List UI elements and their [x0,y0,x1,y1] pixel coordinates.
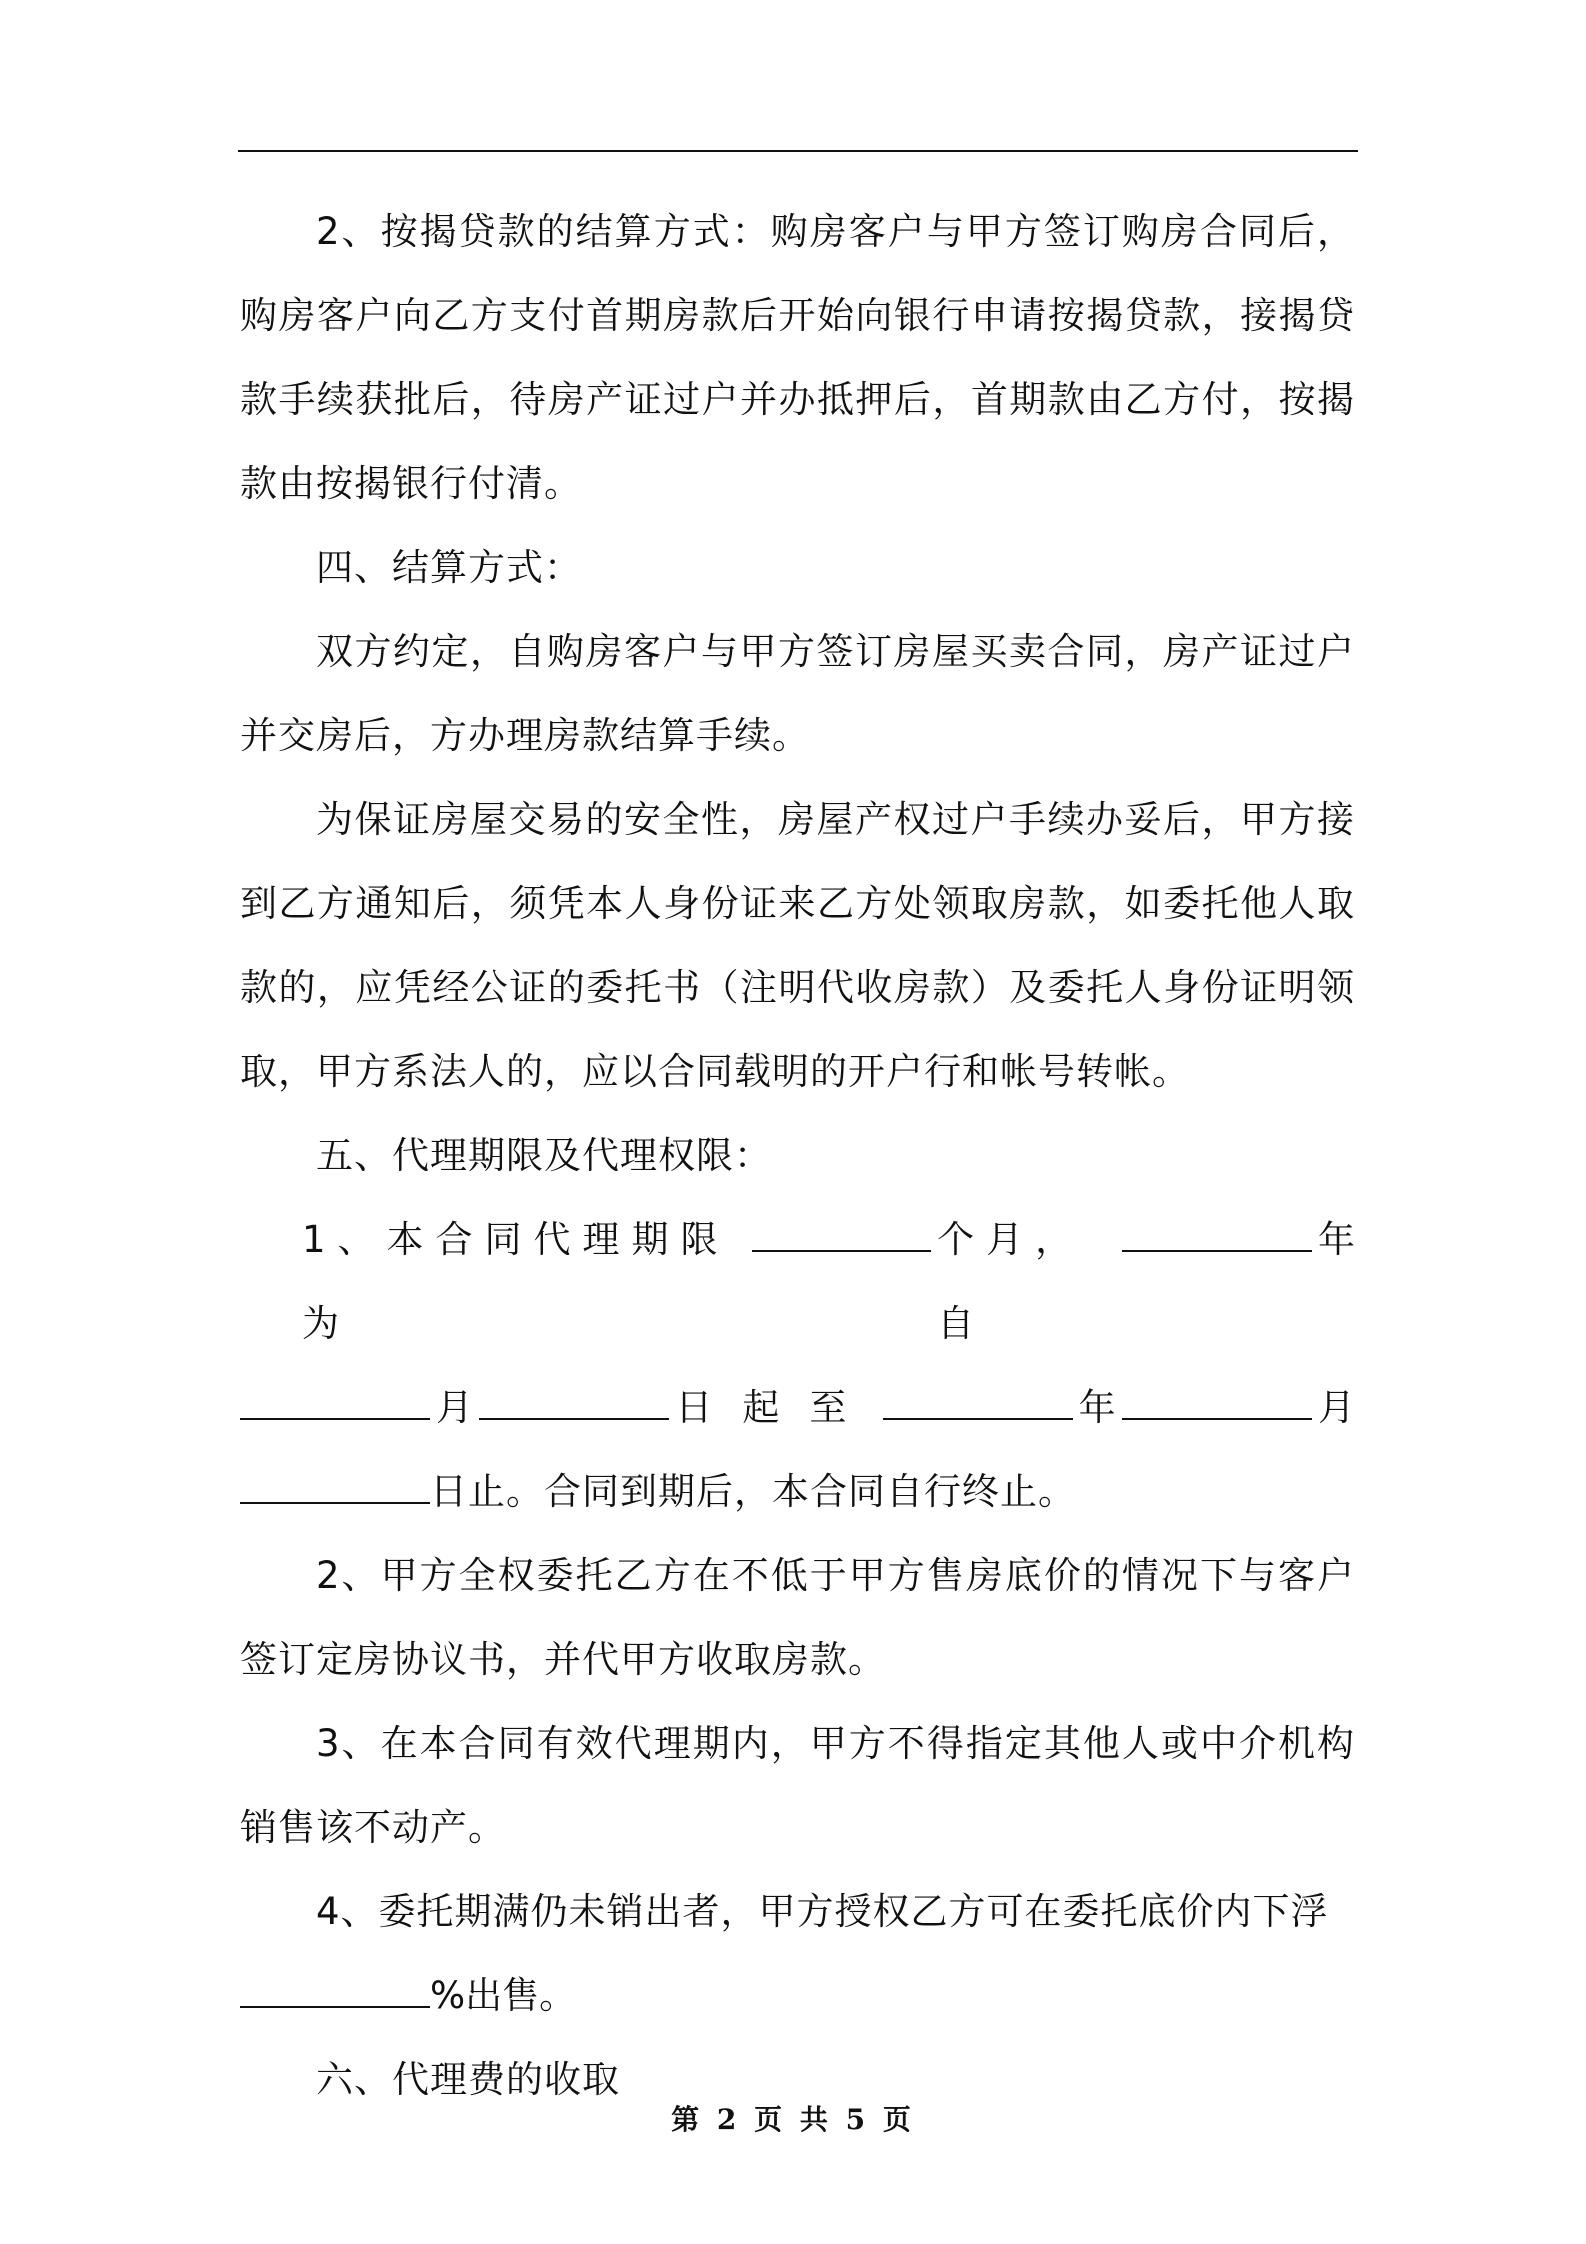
price-reduction-suffix: %出售。 [430,1974,577,2017]
blank-field-percent [240,1976,430,2008]
term-month2-label: 月 [1317,1386,1355,1429]
term-day-end-label: 日止。合同到期后，本合同自行终止。 [430,1470,1076,1513]
term-year-label: 年 [1318,1218,1355,1261]
blank-field-start-month [240,1388,430,1420]
term-start-month-group [240,1366,473,1450]
paragraph-transaction-safety: 为保证房屋交易的安全性，房屋产权过户手续办妥后，甲方接到乙方通知后，须凭本人身份证来乙方处领取房款，如委托他人取款的，应凭经公证的委托书（注明代收房款）及委托人身份证明领取，甲方系法人的，应以合同载明的开户行和帐号转帐。 [240,798,1355,1093]
term-months-label: 个月，自 [937,1218,1085,1345]
term-prefix: 1、本合同代理期限为 [302,1218,730,1345]
blank-field-end-day [240,1472,430,1504]
section-heading-agency-term: 五、代理期限及代理权限： [316,1134,772,1177]
agency-term-line-3 [240,1450,1355,1534]
section-heading-agency-fee: 六、代理费的收取 [316,2058,620,2101]
term-year2-label: 年 [1078,1386,1116,1429]
blank-field-end-month [1122,1388,1312,1420]
section-heading-settlement: 四、结算方式： [316,546,582,589]
term-day-from-label: 日起至 [675,1386,877,1429]
term-end-month-group [1122,1366,1355,1450]
price-reduction-line [240,1954,1355,2038]
term-start-day-group [479,1366,876,1450]
term-months-group [752,1198,1122,1366]
blank-field-start-year [1122,1220,1312,1252]
blank-field-months [752,1220,931,1252]
term-end-year-group [883,1366,1116,1450]
paragraph-exclusive-agency: 3、在本合同有效代理期内，甲方不得指定其他人或中介机构销售该不动产。 [240,1722,1355,1849]
paragraph-full-authorization: 2、甲方全权委托乙方在不低于甲方售房底价的情况下与客户签订定房协议书，并代甲方收取房款。 [240,1554,1355,1681]
agency-term-clause [240,1198,1355,1534]
blank-field-start-day [479,1388,669,1420]
agency-term-line-1 [240,1198,1355,1366]
paragraph-settlement-agreement: 双方约定，自购房客户与甲方签订房屋买卖合同，房产证过户并交房后，方办理房款结算手续。 [240,630,1355,757]
paragraph-price-reduction: 4、委托期满仍未销出者，甲方授权乙方可在委托底价内下浮 [316,1890,1329,1933]
header-rule [238,150,1358,152]
blank-field-end-year [883,1388,1073,1420]
page-number-footer: 第 2 页 共 5 页 [671,2103,915,2136]
term-month-label: 月 [436,1386,473,1429]
term-year-group [1122,1198,1355,1282]
document-body [240,190,1355,2122]
paragraph-mortgage-settlement: 2、按揭贷款的结算方式：购房客户与甲方签订购房合同后，购房客户向乙方支付首期房款后开始向银行申请按揭贷款，接揭贷款手续获批后，待房产证过户并办抵押后，首期款由乙方付，按揭款由按揭银行付清。 [240,210,1355,505]
agency-term-line-2 [240,1366,1355,1450]
